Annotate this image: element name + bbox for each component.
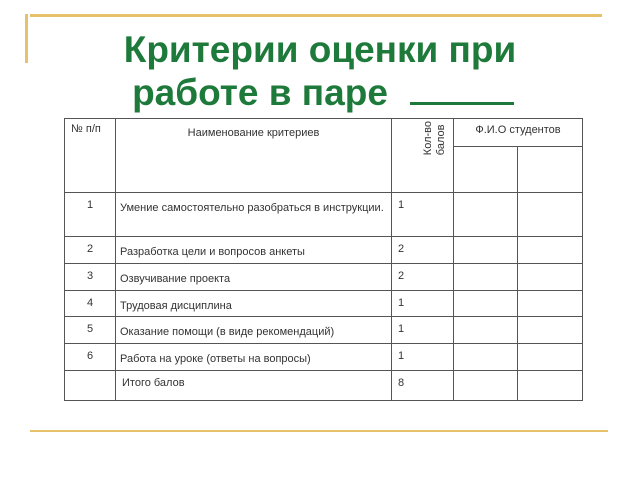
total-score-cell[interactable] [518,371,583,401]
table-row [65,344,583,371]
score-cell[interactable] [518,344,583,371]
table-row [65,264,583,291]
score-cell[interactable] [454,264,518,291]
score-cell[interactable] [518,193,583,237]
table-row [65,237,583,264]
total-number-cell [65,371,116,401]
header-points [392,119,454,193]
header-row [65,119,583,147]
row-criterion: Трудовая дисциплина [116,291,392,317]
table-row [65,193,583,237]
total-label: Итого балов [116,371,392,401]
title-blank-line [410,72,514,105]
row-criterion: Умение самостоятельно разобраться в инструкции. [116,193,392,237]
row-points: 1 [392,193,454,237]
header-number: № п/п [65,119,116,193]
score-cell[interactable] [518,264,583,291]
header-points-text [422,121,448,155]
slide-title [40,28,600,114]
row-points: 1 [392,317,454,344]
total-points: 8 [392,371,454,401]
slide-frame-left [25,14,28,63]
total-score-cell[interactable] [454,371,518,401]
header-criteria: Наименование критериев [116,119,392,193]
title-line-1: Критерии оценки при [123,29,517,70]
row-criterion: Озвучивание проекта [116,264,392,291]
slide-frame-top [30,14,602,17]
row-points: 1 [392,291,454,317]
header-points-line1: Кол-во [422,121,434,156]
criteria-table [64,118,583,401]
row-points: 2 [392,264,454,291]
row-points: 2 [392,237,454,264]
header-students: Ф.И.О студентов [454,119,583,147]
score-cell[interactable] [454,237,518,264]
row-points: 1 [392,344,454,371]
student-1-header-cell[interactable] [454,147,518,193]
title-line-2-text: работе в паре [132,72,388,113]
row-number: 4 [65,291,116,317]
total-row [65,371,583,401]
score-cell[interactable] [454,344,518,371]
score-cell[interactable] [454,291,518,317]
table-row [65,317,583,344]
row-number: 1 [65,193,116,237]
row-criterion: Работа на уроке (ответы на вопросы) [116,344,392,371]
score-cell[interactable] [454,193,518,237]
score-cell[interactable] [518,317,583,344]
score-cell[interactable] [454,317,518,344]
student-2-header-cell[interactable] [518,147,583,193]
score-cell[interactable] [518,291,583,317]
slide-frame-bottom [30,430,608,432]
row-criterion: Оказание помощи (в виде рекомендаций) [116,317,392,344]
row-number: 6 [65,344,116,371]
title-line-2 [40,71,600,114]
score-cell[interactable] [518,237,583,264]
table-row [65,291,583,317]
header-points-line2: балов [435,124,447,156]
row-number: 2 [65,237,116,264]
row-criterion: Разработка цели и вопросов анкеты [116,237,392,264]
row-number: 3 [65,264,116,291]
row-number: 5 [65,317,116,344]
